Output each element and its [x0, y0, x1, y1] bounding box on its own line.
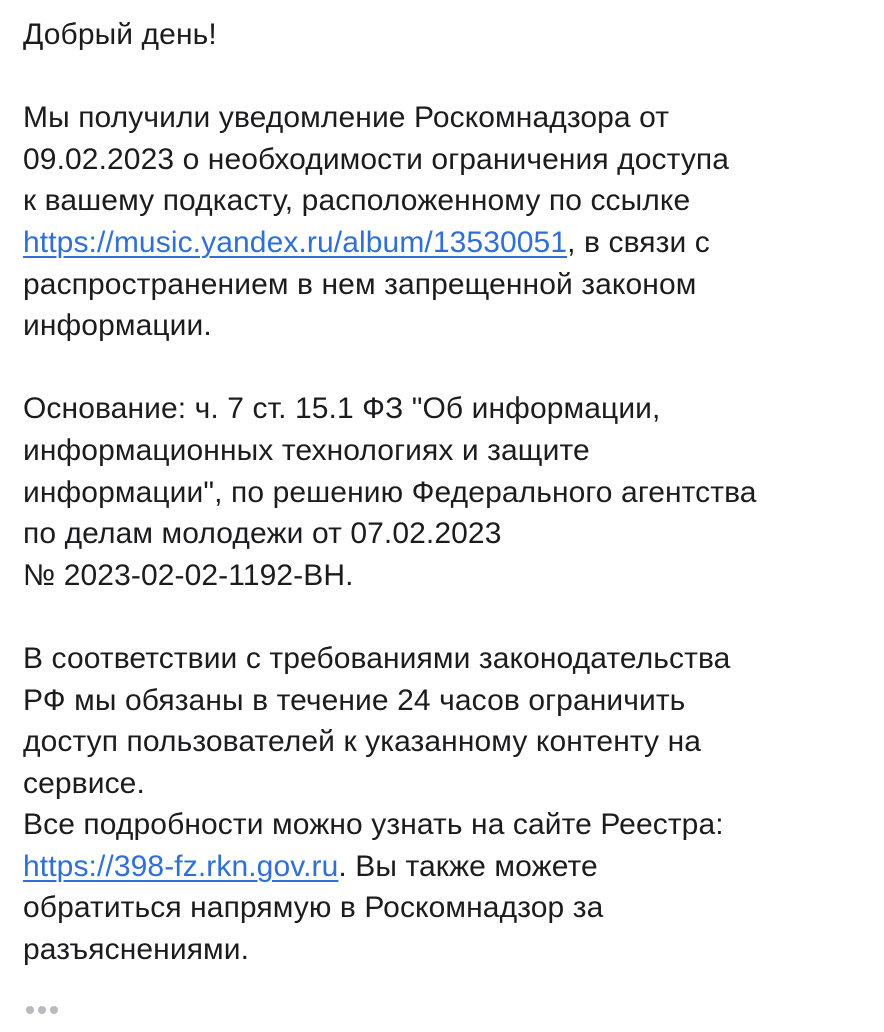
- notice-line-tail: , в связи с: [567, 225, 710, 259]
- requirements-line-with-link: [23, 846, 873, 888]
- requirements-line: сервисе.: [23, 766, 145, 800]
- basis-line: № 2023-02-02-1192-ВН.: [23, 558, 354, 592]
- requirements-line: разъяснениями.: [23, 933, 250, 967]
- notice-line: информации.: [23, 309, 212, 343]
- greeting-paragraph: [23, 14, 873, 56]
- requirements-line: Все подробности можно узнать на сайте Реестра:: [23, 808, 724, 842]
- notice-line: 09.02.2023 о необходимости ограничения доступа: [23, 142, 730, 176]
- podcast-album-link[interactable]: https://music.yandex.ru/album/13530051: [23, 225, 568, 259]
- requirements-line: В соответствии с требованиями законодательства: [23, 641, 731, 675]
- greeting: Добрый день!: [23, 18, 217, 51]
- requirements-line: РФ мы обязаны в течение 24 часов ограничить: [23, 683, 686, 717]
- notice-line: к вашему подкасту, расположенному по ссылке: [23, 184, 691, 218]
- basis-paragraph: [23, 388, 873, 596]
- ellipsis-dot: [26, 1006, 34, 1014]
- requirements-line: обратиться напрямую в Роскомнадзор за: [23, 891, 604, 925]
- requirements-line: доступ пользователей к указанному контенту на: [23, 725, 702, 759]
- basis-line: информационных технологиях и защите: [23, 433, 590, 467]
- basis-line: информации", по решению Федерального агентства: [23, 475, 757, 509]
- basis-line: Основание: ч. 7 ст. 15.1 ФЗ "Об информации,: [23, 392, 661, 426]
- basis-line: по делам молодежи от 07.02.2023: [23, 517, 502, 551]
- notice-line: Мы получили уведомление Роскомнадзора от: [23, 101, 670, 135]
- notice-paragraph: [23, 97, 873, 347]
- ellipsis-dot: [50, 1006, 58, 1014]
- ellipsis-dot: [38, 1006, 46, 1014]
- requirements-paragraph: [23, 638, 873, 971]
- notice-line-with-link: [23, 222, 873, 264]
- message-body: [23, 14, 873, 1012]
- notice-line: распространением в нем запрещенной законом: [23, 267, 697, 301]
- requirements-line-tail: . Вы также можете: [338, 849, 598, 883]
- registry-site-link[interactable]: https://398-fz.rkn.gov.ru: [23, 849, 339, 883]
- ellipsis-icon[interactable]: [26, 1006, 58, 1014]
